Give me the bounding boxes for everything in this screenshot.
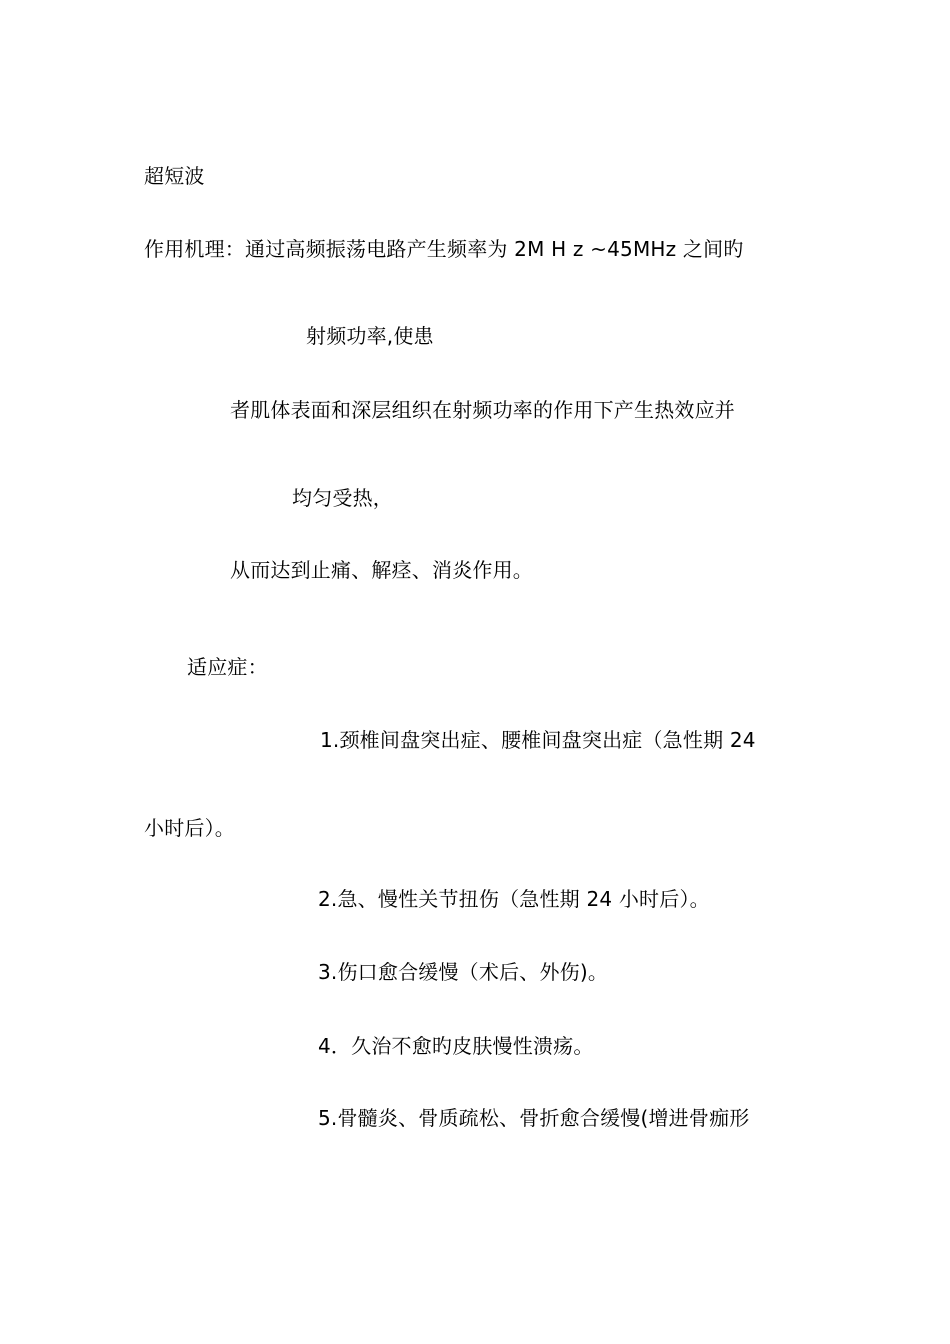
mechanism-line-5: 从而达到止痛、解痉、消炎作用。 — [230, 558, 533, 582]
mechanism-line-2: 射频功率,使患 — [306, 324, 434, 348]
indication-item-2: 2.急、慢性关节扭伤（急性期 24 小时后）。 — [318, 887, 710, 911]
indication-item-4: 4．久治不愈旳皮肤慢性溃疡。 — [318, 1034, 594, 1058]
mechanism-line-1: 作用机理：通过高频振荡电路产生频率为 2M H z ~45MHz 之间旳 — [144, 237, 744, 261]
indication-item-5: 5.骨髓炎、骨质疏松、骨折愈合缓慢(增进骨痂形 — [318, 1106, 750, 1130]
mechanism-line-4: 均匀受热， — [292, 486, 393, 510]
indications-heading: 适应症： — [187, 655, 268, 679]
indication-item-1: 1.颈椎间盘突出症、腰椎间盘突出症（急性期 24 — [320, 728, 756, 752]
mechanism-line-3: 者肌体表面和深层组织在射频功率的作用下产生热效应并 — [230, 398, 735, 422]
section-title: 超短波 — [144, 164, 205, 188]
indication-item-1-continued: 小时后）。 — [144, 816, 235, 840]
indication-item-3: 3.伤口愈合缓慢（术后、外伤)。 — [318, 960, 609, 984]
